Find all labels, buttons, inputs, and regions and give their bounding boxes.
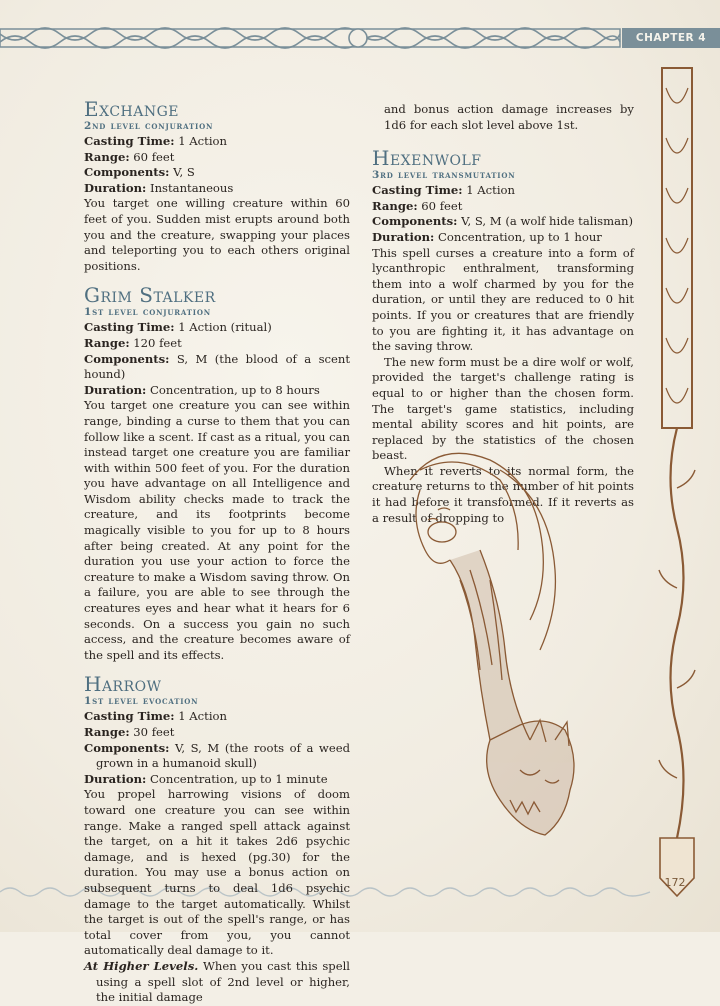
stat-range: Range: 60 feet [84,149,175,164]
spell-title-grim-stalker: Grim Stalker [84,283,216,308]
stat-casting-time: Casting Time: 1 Action [372,183,515,198]
left-column [84,98,350,1006]
spell-text-exchange: You target one willing creature within 60 feet of you. Sudden mist erupts around both you and the creature, swapping your places and teleporting you to each others original positions. [84,196,350,273]
stat-duration: Duration: Concentration, up to 1 hour [372,229,602,244]
page-number: 172 [664,876,686,889]
spell-title-exchange: Exchange [84,97,180,121]
spell-text-harrow: You propel harrowing visions of doom toward one creature you can see within range. Make a ranged spell attack against the target, on a hit it takes 2d6 psychic damage, and is hexed (pg.30) for the duration. You may use a bonus action on subsequent turns to deal 1d6 psychic damage to the target automatically. Whilst the target is out of the spell's range, or has total cover from you, you cannot automatically deal damage to it. [84,787,350,958]
stat-range: Range: 30 feet [84,725,175,739]
stat-duration: Duration: Instantaneous [84,180,234,195]
spell-school-hexenwolf: 3rd level transmutation [372,169,516,182]
stat-components: Components: S, M (the blood of a scent hound) [84,351,350,382]
spell-school-harrow: 1st level evocation [84,695,199,708]
stat-range: Range: 120 feet [84,335,182,350]
stat-duration: Duration: Concentration, up to 8 hours [84,382,320,397]
higher-levels-harrow: At Higher Levels. When you cast this spell using a spell slot of 2nd level or higher, the initial damage [84,958,350,1005]
stat-components: Components: V, S, M (the roots of a weed grown in a humanoid skull) [84,740,350,771]
stat-components: Components: V, S [84,165,195,180]
stat-casting-time: Casting Time: 1 Action [84,134,227,148]
higher-levels-harrow-cont: and bonus action damage increases by 1d6 for each slot level above 1st. [384,102,634,132]
chapter-label: CHAPTER 4 [622,28,720,48]
side-ornament [652,58,702,898]
spell-title-hexenwolf: Hexenwolf [372,146,482,171]
stat-range: Range: 60 feet [372,198,463,213]
spell-text-grim-stalker: You target one creature you can see within range, binding a curse to them that you can follow like a scent. If cast as a ritual, you can instead target one creature you are familiar with within 500 feet of you. For the duration you have advantage on all Intelligence and Wisdom ability checks made to track the creature, and its footprints become magically visible to you for up to 8 hours after being created. At any point for the duration you use your action to force the creature to make a Wisdom saving throw. On a failure, you are able to see through the creatures eyes and hear what it hears for 6 seconds. On a success you gain no such access, and the creature becomes aware of the spell and its effects. [84,398,350,662]
spell-school-grim-stalker: 1st level conjuration [84,306,211,319]
stat-casting-time: Casting Time: 1 Action [84,709,227,724]
stat-duration: Duration: Concentration, up to 1 minute [84,771,328,786]
spell-text-hexenwolf-2: The new form must be a dire wolf or wolf, provided the target's challenge rating is equal to or higher than the chosen form. The target's game statistics, including mental ability scores and hit points, are replaced by the statistics of the chosen beast. [372,354,634,463]
spell-text-hexenwolf-3: When it reverts to its normal form, the creature returns to the number of hit points it had before it transformed. If it reverts as a result of dropping to [372,463,634,525]
spell-school-exchange: 2nd level conjuration [84,120,214,132]
top-knot-border [0,26,720,50]
spell-text-hexenwolf-1: This spell curses a creature into a form of lycanthropic enthralment, transforming them into a wolf charmed by you for the duration, or until they are reduced to 0 hit points. If you or creatures that are friendly to you are fighting it, it has advantage on the saving throw. [372,245,634,354]
stat-casting-time: Casting Time: 1 Action (ritual) [84,320,272,335]
spell-title-harrow: Harrow [84,672,162,697]
werewolf-illustration [380,440,640,840]
stat-components: Components: V, S, M (a wolf hide talisman) [372,214,634,229]
